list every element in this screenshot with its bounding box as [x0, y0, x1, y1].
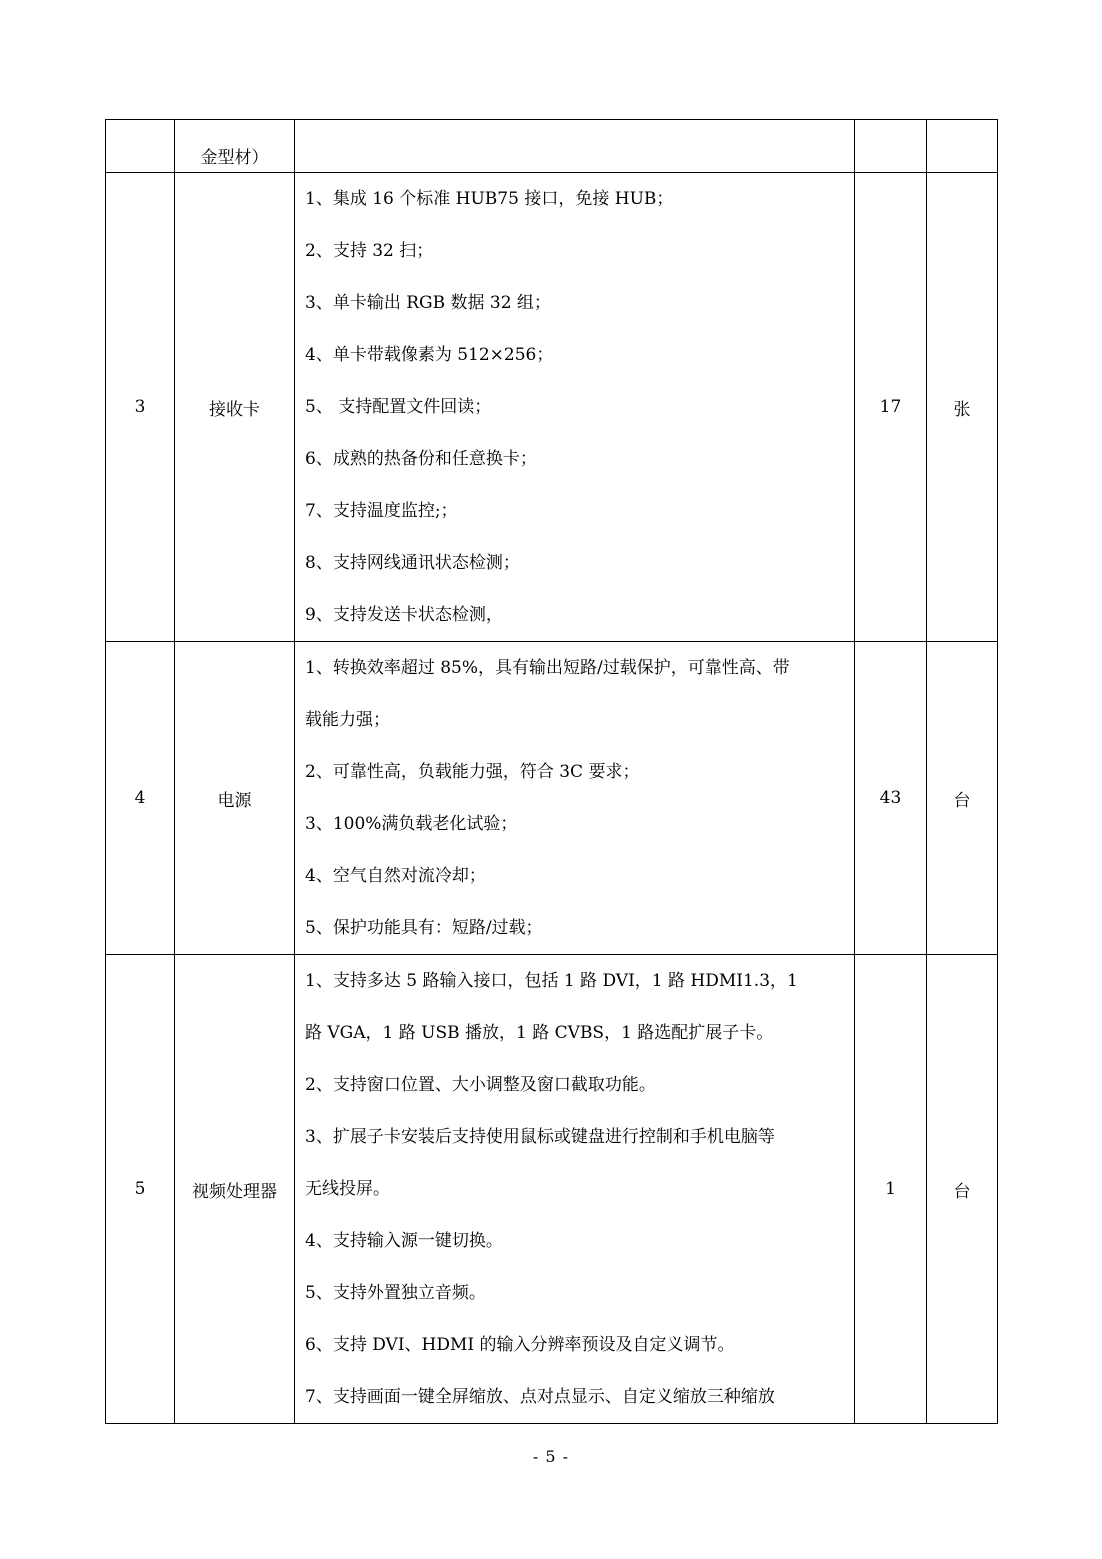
desc-line: 2、支持 32 扫； — [305, 241, 434, 261]
cell-qty: 43 — [855, 642, 927, 955]
cell-desc — [295, 173, 855, 642]
table-row — [106, 642, 998, 955]
spec-table — [105, 119, 998, 1424]
desc-line: 路 VGA，1 路 USB 播放，1 路 CVBS，1 路选配扩展子卡。 — [305, 1023, 774, 1043]
table-row — [106, 173, 998, 642]
cell-name: 接收卡 — [175, 173, 295, 642]
page-number: - 5 - — [532, 1447, 570, 1466]
cell-unit: 台 — [927, 955, 998, 1424]
desc-line: 3、100%满负载老化试验； — [305, 814, 518, 834]
cell-qty: 17 — [855, 173, 927, 642]
cell-no: 5 — [106, 955, 175, 1424]
cell-desc — [295, 642, 855, 955]
table-row-continuation — [106, 120, 998, 173]
desc-line: 8、支持网线通讯状态检测； — [305, 553, 520, 573]
desc-line: 1、集成 16 个标准 HUB75 接口，免接 HUB； — [305, 189, 674, 209]
desc-line: 无线投屏。 — [305, 1179, 390, 1199]
table-row — [106, 955, 998, 1424]
desc-line: 1、支持多达 5 路输入接口，包括 1 路 DVI，1 路 HDMI1.3，1 — [305, 971, 798, 991]
desc-line: 5、支持外置独立音频。 — [305, 1283, 486, 1303]
desc-line: 7、支持画面一键全屏缩放、点对点显示、自定义缩放三种缩放 — [305, 1387, 775, 1407]
cell-unit: 张 — [927, 173, 998, 642]
desc-line: 2、支持窗口位置、大小调整及窗口截取功能。 — [305, 1075, 656, 1095]
cell-qty — [855, 120, 927, 173]
desc-line: 载能力强； — [305, 710, 390, 730]
desc-line: 5、保护功能具有：短路/过载； — [305, 918, 543, 938]
desc-line: 3、扩展子卡安装后支持使用鼠标或键盘进行控制和手机电脑等 — [305, 1127, 775, 1147]
desc-line: 6、支持 DVI、HDMI 的输入分辨率预设及自定义调节。 — [305, 1335, 735, 1355]
cell-no: 4 — [106, 642, 175, 955]
desc-line: 6、成熟的热备份和任意换卡； — [305, 449, 537, 469]
cell-unit — [927, 120, 998, 173]
cell-desc — [295, 955, 855, 1424]
cell-qty: 1 — [855, 955, 927, 1424]
desc-line: 4、空气自然对流冷却； — [305, 866, 486, 886]
desc-line: 7、支持温度监控;； — [305, 501, 458, 521]
cell-no: 3 — [106, 173, 175, 642]
cell-no — [106, 120, 175, 173]
desc-line: 2、可靠性高，负载能力强，符合 3C 要求； — [305, 762, 640, 782]
desc-line: 4、单卡带载像素为 512×256； — [305, 345, 554, 365]
desc-line: 1、转换效率超过 85%，具有输出短路/过载保护，可靠性高、带 — [305, 658, 790, 678]
cell-desc — [295, 120, 855, 173]
desc-line: 4、支持输入源一键切换。 — [305, 1231, 503, 1251]
desc-line: 9、支持发送卡状态检测， — [305, 605, 503, 625]
cell-name: 电源 — [175, 642, 295, 955]
cell-name: 视频处理器 — [175, 955, 295, 1424]
cell-unit: 台 — [927, 642, 998, 955]
desc-line: 3、单卡输出 RGB 数据 32 组； — [305, 293, 551, 313]
cell-name: 金型材） — [175, 120, 295, 173]
desc-line: 5、 支持配置文件回读； — [305, 397, 492, 417]
